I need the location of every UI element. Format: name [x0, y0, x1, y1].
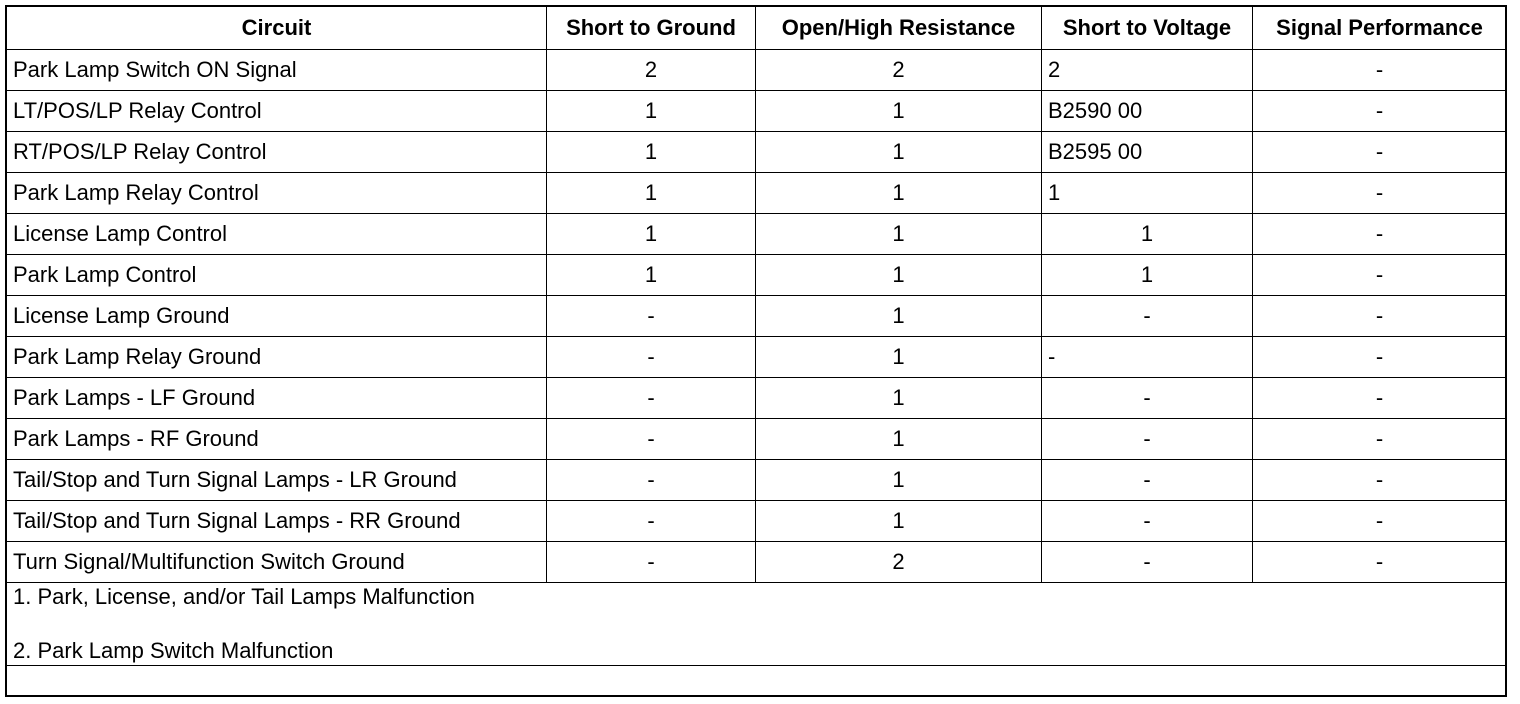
- cell-signal-performance: -: [1253, 419, 1507, 460]
- header-short-to-voltage: Short to Voltage: [1042, 7, 1253, 50]
- cell-short-to-voltage: B2590 00: [1042, 91, 1253, 132]
- table-row: [7, 419, 1507, 460]
- cell-signal-performance: -: [1253, 255, 1507, 296]
- cell-short-to-ground: -: [547, 337, 756, 378]
- cell-circuit: Park Lamp Control: [7, 255, 547, 296]
- cell-short-to-ground: 1: [547, 91, 756, 132]
- cell-circuit: Tail/Stop and Turn Signal Lamps - RR Ground: [7, 501, 547, 542]
- cell-short-to-voltage: 1: [1042, 214, 1253, 255]
- cell-signal-performance: -: [1253, 214, 1507, 255]
- cell-short-to-voltage: -: [1042, 378, 1253, 419]
- cell-short-to-voltage: -: [1042, 501, 1253, 542]
- cell-short-to-voltage: -: [1042, 542, 1253, 583]
- cell-short-to-ground: 1: [547, 132, 756, 173]
- cell-short-to-voltage: -: [1042, 460, 1253, 501]
- cell-circuit: License Lamp Control: [7, 214, 547, 255]
- header-circuit: Circuit: [7, 7, 547, 50]
- header-signal-performance: Signal Performance: [1253, 7, 1507, 50]
- cell-short-to-ground: -: [547, 296, 756, 337]
- cell-circuit: Park Lamp Switch ON Signal: [7, 50, 547, 91]
- header-row: [7, 7, 1507, 50]
- cell-short-to-voltage: 1: [1042, 173, 1253, 214]
- table-row: [7, 501, 1507, 542]
- cell-signal-performance: -: [1253, 91, 1507, 132]
- cell-short-to-voltage: B2595 00: [1042, 132, 1253, 173]
- cell-circuit: LT/POS/LP Relay Control: [7, 91, 547, 132]
- notes-cell: [7, 583, 1507, 666]
- cell-short-to-ground: 1: [547, 214, 756, 255]
- table-row: [7, 255, 1507, 296]
- cell-signal-performance: -: [1253, 542, 1507, 583]
- table-row: [7, 132, 1507, 173]
- cell-open-high-resistance: 1: [756, 419, 1042, 460]
- cell-circuit: Park Lamp Relay Ground: [7, 337, 547, 378]
- table-row: [7, 460, 1507, 501]
- cell-open-high-resistance: 2: [756, 50, 1042, 91]
- cell-signal-performance: -: [1253, 173, 1507, 214]
- cell-circuit: License Lamp Ground: [7, 296, 547, 337]
- cell-signal-performance: -: [1253, 501, 1507, 542]
- cell-short-to-ground: -: [547, 378, 756, 419]
- cell-open-high-resistance: 1: [756, 255, 1042, 296]
- table-row: [7, 337, 1507, 378]
- cell-circuit: Park Lamps - RF Ground: [7, 419, 547, 460]
- cell-open-high-resistance: 1: [756, 378, 1042, 419]
- cell-open-high-resistance: 1: [756, 91, 1042, 132]
- cell-short-to-ground: -: [547, 501, 756, 542]
- cell-short-to-ground: 2: [547, 50, 756, 91]
- table-row: [7, 91, 1507, 132]
- cell-open-high-resistance: 1: [756, 132, 1042, 173]
- cell-circuit: Park Lamp Relay Control: [7, 173, 547, 214]
- cell-open-high-resistance: 1: [756, 337, 1042, 378]
- table-row: [7, 50, 1507, 91]
- cell-open-high-resistance: 1: [756, 501, 1042, 542]
- cell-signal-performance: -: [1253, 337, 1507, 378]
- cell-circuit: Park Lamps - LF Ground: [7, 378, 547, 419]
- cell-open-high-resistance: 2: [756, 542, 1042, 583]
- cell-signal-performance: -: [1253, 132, 1507, 173]
- cell-short-to-ground: -: [547, 542, 756, 583]
- cell-short-to-ground: 1: [547, 255, 756, 296]
- cell-short-to-ground: -: [547, 419, 756, 460]
- cell-short-to-voltage: 2: [1042, 50, 1253, 91]
- cell-signal-performance: -: [1253, 460, 1507, 501]
- cell-short-to-ground: -: [547, 460, 756, 501]
- cell-short-to-voltage: -: [1042, 419, 1253, 460]
- cell-circuit: Tail/Stop and Turn Signal Lamps - LR Ground: [7, 460, 547, 501]
- circuit-diagnostic-table: [6, 6, 1507, 666]
- cell-signal-performance: -: [1253, 296, 1507, 337]
- table-row: [7, 173, 1507, 214]
- note-2: 2. Park Lamp Switch Malfunction: [13, 638, 334, 663]
- notes-row: [7, 583, 1507, 666]
- cell-short-to-voltage: 1: [1042, 255, 1253, 296]
- table-row: [7, 296, 1507, 337]
- header-open-high-resistance: Open/High Resistance: [756, 7, 1042, 50]
- cell-circuit: Turn Signal/Multifunction Switch Ground: [7, 542, 547, 583]
- cell-signal-performance: -: [1253, 378, 1507, 419]
- cell-open-high-resistance: 1: [756, 296, 1042, 337]
- table-row: [7, 214, 1507, 255]
- header-short-to-ground: Short to Ground: [547, 7, 756, 50]
- cell-short-to-ground: 1: [547, 173, 756, 214]
- table-row: [7, 378, 1507, 419]
- table-row: [7, 542, 1507, 583]
- cell-open-high-resistance: 1: [756, 460, 1042, 501]
- cell-signal-performance: -: [1253, 50, 1507, 91]
- cell-circuit: RT/POS/LP Relay Control: [7, 132, 547, 173]
- cell-short-to-voltage: -: [1042, 337, 1253, 378]
- cell-open-high-resistance: 1: [756, 173, 1042, 214]
- note-1: 1. Park, License, and/or Tail Lamps Malfunction: [13, 584, 475, 609]
- cell-open-high-resistance: 1: [756, 214, 1042, 255]
- cell-short-to-voltage: -: [1042, 296, 1253, 337]
